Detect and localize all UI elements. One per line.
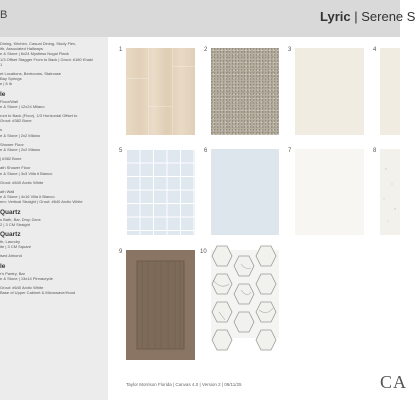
spec-line: Bay Springs <box>0 76 22 82</box>
spec-block <box>0 142 108 152</box>
wood-plank-tile <box>126 48 195 135</box>
cream-floor-tile <box>295 48 364 135</box>
page-title <box>320 9 415 24</box>
collection-name: Serene S <box>361 9 415 24</box>
spec-block <box>0 71 108 87</box>
spec-line: Dining, Kitchen, Casual Dining, Study Flex, <box>0 41 77 46</box>
spec-line: r's Pantry, Bar <box>0 270 25 276</box>
tile-number: 10 <box>200 249 207 255</box>
spec-heading: le <box>0 262 6 270</box>
spec-block <box>0 231 108 249</box>
brand-logo: CA <box>380 372 408 392</box>
spec-line: s Bath, Bar, Drop Zone <box>0 216 41 222</box>
spec-line: e & Stone | 3x3 Villa it Bianco <box>0 170 53 176</box>
spec-line: Grout: #640 Arctic White <box>0 179 44 185</box>
tile-number: 3 <box>288 47 292 53</box>
tile-number: 7 <box>288 148 292 154</box>
spec-line: e & Stone | 4x16 Villa it Bianco <box>0 194 55 200</box>
spec-line: Base of Upper Cabinet & Microwave/Hood <box>0 290 76 296</box>
spec-line: e & Stone | 6x24 Mystiess Nogal Plank <box>0 51 69 57</box>
mosaic-grid-tile <box>126 149 195 235</box>
spec-line: th, Laundry <box>0 239 21 245</box>
tile-number: 2 <box>204 47 208 53</box>
header-bar <box>0 0 415 37</box>
title-separator: | <box>354 9 358 24</box>
spec-block <box>0 91 108 109</box>
spec-line: ith, Associated Hallways <box>0 46 43 52</box>
spec-heading: Quartz <box>0 208 21 216</box>
spec-line: ath Wall <box>0 189 15 195</box>
wood-cabinet-door <box>126 250 195 360</box>
spec-block <box>0 127 108 137</box>
spec-block <box>0 41 108 67</box>
spec-line: 2 | 3 CM Straight <box>0 221 30 227</box>
tile-number: 6 <box>204 148 208 154</box>
spec-block <box>0 113 108 123</box>
spec-line: ised Almond <box>0 253 22 259</box>
spec-line: s <box>0 127 2 133</box>
spec-heading: le <box>0 90 6 98</box>
light-blue-tile <box>211 149 279 235</box>
spec-line: 1/3 Offset Stagger From to Back | Grout: #180 Khaki <box>0 56 93 62</box>
spec-line: e & Stone | 2x2 Milano <box>0 147 41 153</box>
spec-line: | #382 Bone <box>0 156 22 162</box>
spec-block <box>0 156 108 161</box>
tile-number: 4 <box>373 47 377 53</box>
marble-hexagon-backsplash <box>211 250 279 338</box>
tile-number: 5 <box>119 148 123 154</box>
spec-line: Shower Floor <box>0 141 24 147</box>
white-quartz <box>295 149 364 235</box>
tile-number: 8 <box>373 148 377 154</box>
spec-block <box>0 165 108 175</box>
spec-line: Grout: #382 Bone <box>0 118 32 124</box>
spec-line: ath Shower Floor <box>0 165 31 171</box>
spec-list <box>0 37 108 400</box>
footer-text: Taylor Morrison Florida | Canvas 4.0 | Version 2 | 08/11/25 <box>126 382 242 387</box>
spec-line: ern: Vertical Straight | Grout: #640 Arctic White <box>0 199 83 205</box>
speckled-carpet <box>211 48 279 135</box>
spec-line: 1 <box>0 61 3 67</box>
spec-line: Grout: #640 Arctic White <box>0 285 44 291</box>
spec-line: Floor/Wall <box>0 98 18 104</box>
stone-veining <box>380 149 400 235</box>
tile-number: 9 <box>119 249 123 255</box>
spec-line: e & Stone | 2x2 Milano <box>0 132 41 138</box>
spec-line: ront to Back (Floor), 1/3 Horizontal Offset to <box>0 113 78 119</box>
spec-line: e | 6 lb <box>0 81 12 87</box>
spec-line: e & Stone | 12x24 Milano <box>0 103 45 109</box>
header-code: B <box>0 9 8 21</box>
white-stone-tile <box>380 149 400 235</box>
spec-block <box>0 285 108 295</box>
hexagon-pattern <box>211 250 279 338</box>
spec-block <box>0 209 108 227</box>
spec-block <box>0 180 108 185</box>
spec-heading: Quartz <box>0 231 21 239</box>
spec-line: e & Stone | 13x14 Pinnacryde <box>0 275 53 281</box>
spec-block <box>0 253 108 258</box>
cabinet-door-panel <box>126 250 195 360</box>
tile-number: 1 <box>119 47 123 53</box>
brand-name: Lyric <box>320 9 351 24</box>
spec-line: ite | 3 CM Square <box>0 244 32 250</box>
cream-wall-tile <box>380 48 400 135</box>
spec-line: et Locations, Bedrooms, Staircase <box>0 71 61 77</box>
spec-block <box>0 189 108 205</box>
spec-block <box>0 263 108 281</box>
